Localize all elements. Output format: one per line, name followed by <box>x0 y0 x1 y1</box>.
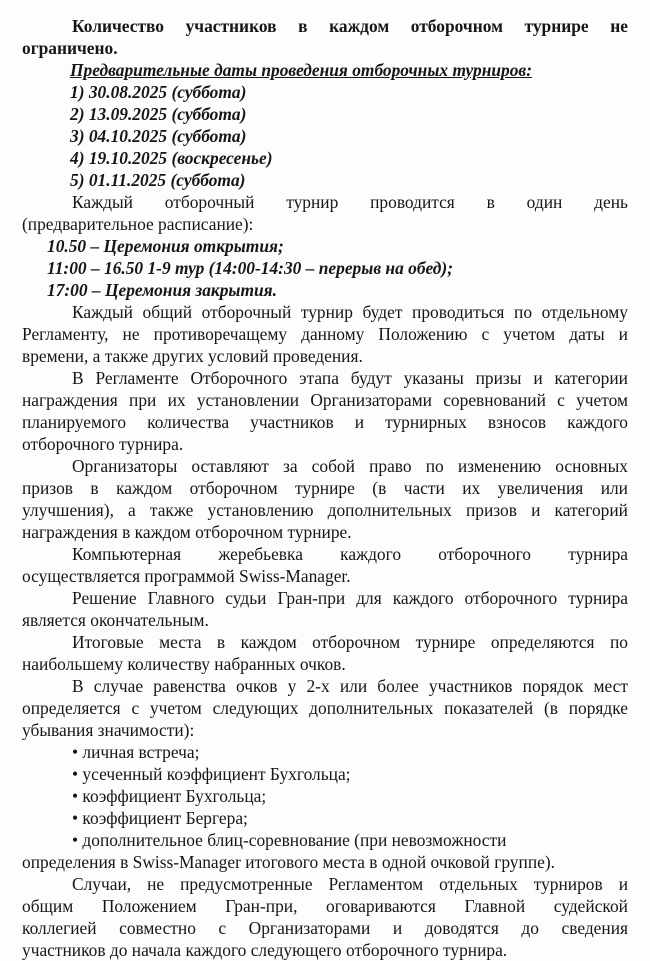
schedule-intro-line-1: Каждый отборочный турнир проводится в один день <box>72 192 628 212</box>
tiebreak-item: • дополнительное блиц-соревнование (при невозможности <box>72 830 507 850</box>
schedule-item: 11:00 – 16.50 1-9 тур (14:00-14:30 – перерыв на обед); <box>47 258 454 278</box>
paragraph-prizes: В Регламенте Отборочного этапа будут указаны призы и категории награждения при их установлении Организаторами соревнований с учетом планируемого количества участников и турнирных взносов каждого отборочного турнира. <box>22 368 628 454</box>
paragraph-chief-arbiter: Решение Главного судьи Гран-при для каждого отборочного турнира является окончательным. <box>22 588 628 630</box>
paragraph-organizers-rights: Организаторы оставляют за собой право по изменению основных призов в каждом отборочном турнире (в части их увеличения или улучшения), а также установлению дополнительных призов и категорий награждения в каждом отборочном турнире. <box>22 456 628 542</box>
paragraph-pairing: Компьютерная жеребьевка каждого отборочного турнира осуществляется программой Swiss-Manager. <box>22 544 628 586</box>
tiebreak-item: • личная встреча; <box>72 742 200 762</box>
schedule-item: 17:00 – Церемония закрытия. <box>47 280 277 300</box>
heading-line-1: Количество участников в каждом отборочном турнире не <box>72 16 628 36</box>
tiebreak-item: • коэффициент Бергера; <box>72 808 248 828</box>
date-item: 1) 30.08.2025 (суббота) <box>70 82 247 102</box>
dates-title: Предварительные даты проведения отборочных турниров: <box>70 60 532 80</box>
paragraph-final-places: Итоговые места в каждом отборочном турнире определяются по наибольшему количеству набранных очков. <box>22 632 628 674</box>
date-item: 3) 04.10.2025 (суббота) <box>70 126 247 146</box>
date-item: 2) 13.09.2025 (суббота) <box>70 104 247 124</box>
paragraph-closing: Случаи, не предусмотренные Регламентом отдельных турниров и общим Положением Гран-при, оговариваются Главной судейской коллегией совместно с Организаторами и доводятся до сведения участников до начала каждого следующего отборочного турнира. <box>22 874 628 960</box>
tiebreak-item: • коэффициент Бухгольца; <box>72 786 267 806</box>
paragraph-tiebreak-intro: В случае равенства очков у 2-х или более участников порядок мест определяется с учетом следующих дополнительных показателей (в порядке убывания значимости): <box>22 676 628 740</box>
heading-line-2: ограничено. <box>22 38 118 58</box>
paragraph-regulations: Каждый общий отборочный турнир будет проводиться по отдельному Регламенту, не противоречащему данному Положению с учетом даты и времени, а также других условий проведения. <box>22 302 628 366</box>
tiebreak-continuation: определения в Swiss-Manager итогового места в одной очковой группе). <box>22 852 555 872</box>
date-item: 5) 01.11.2025 (суббота) <box>70 170 246 190</box>
schedule-item: 10.50 – Церемония открытия; <box>47 236 284 256</box>
date-item: 4) 19.10.2025 (воскресенье) <box>70 148 273 168</box>
tiebreak-item: • усеченный коэффициент Бухгольца; <box>72 764 351 784</box>
schedule-intro-line-2: (предварительное расписание): <box>22 214 254 234</box>
